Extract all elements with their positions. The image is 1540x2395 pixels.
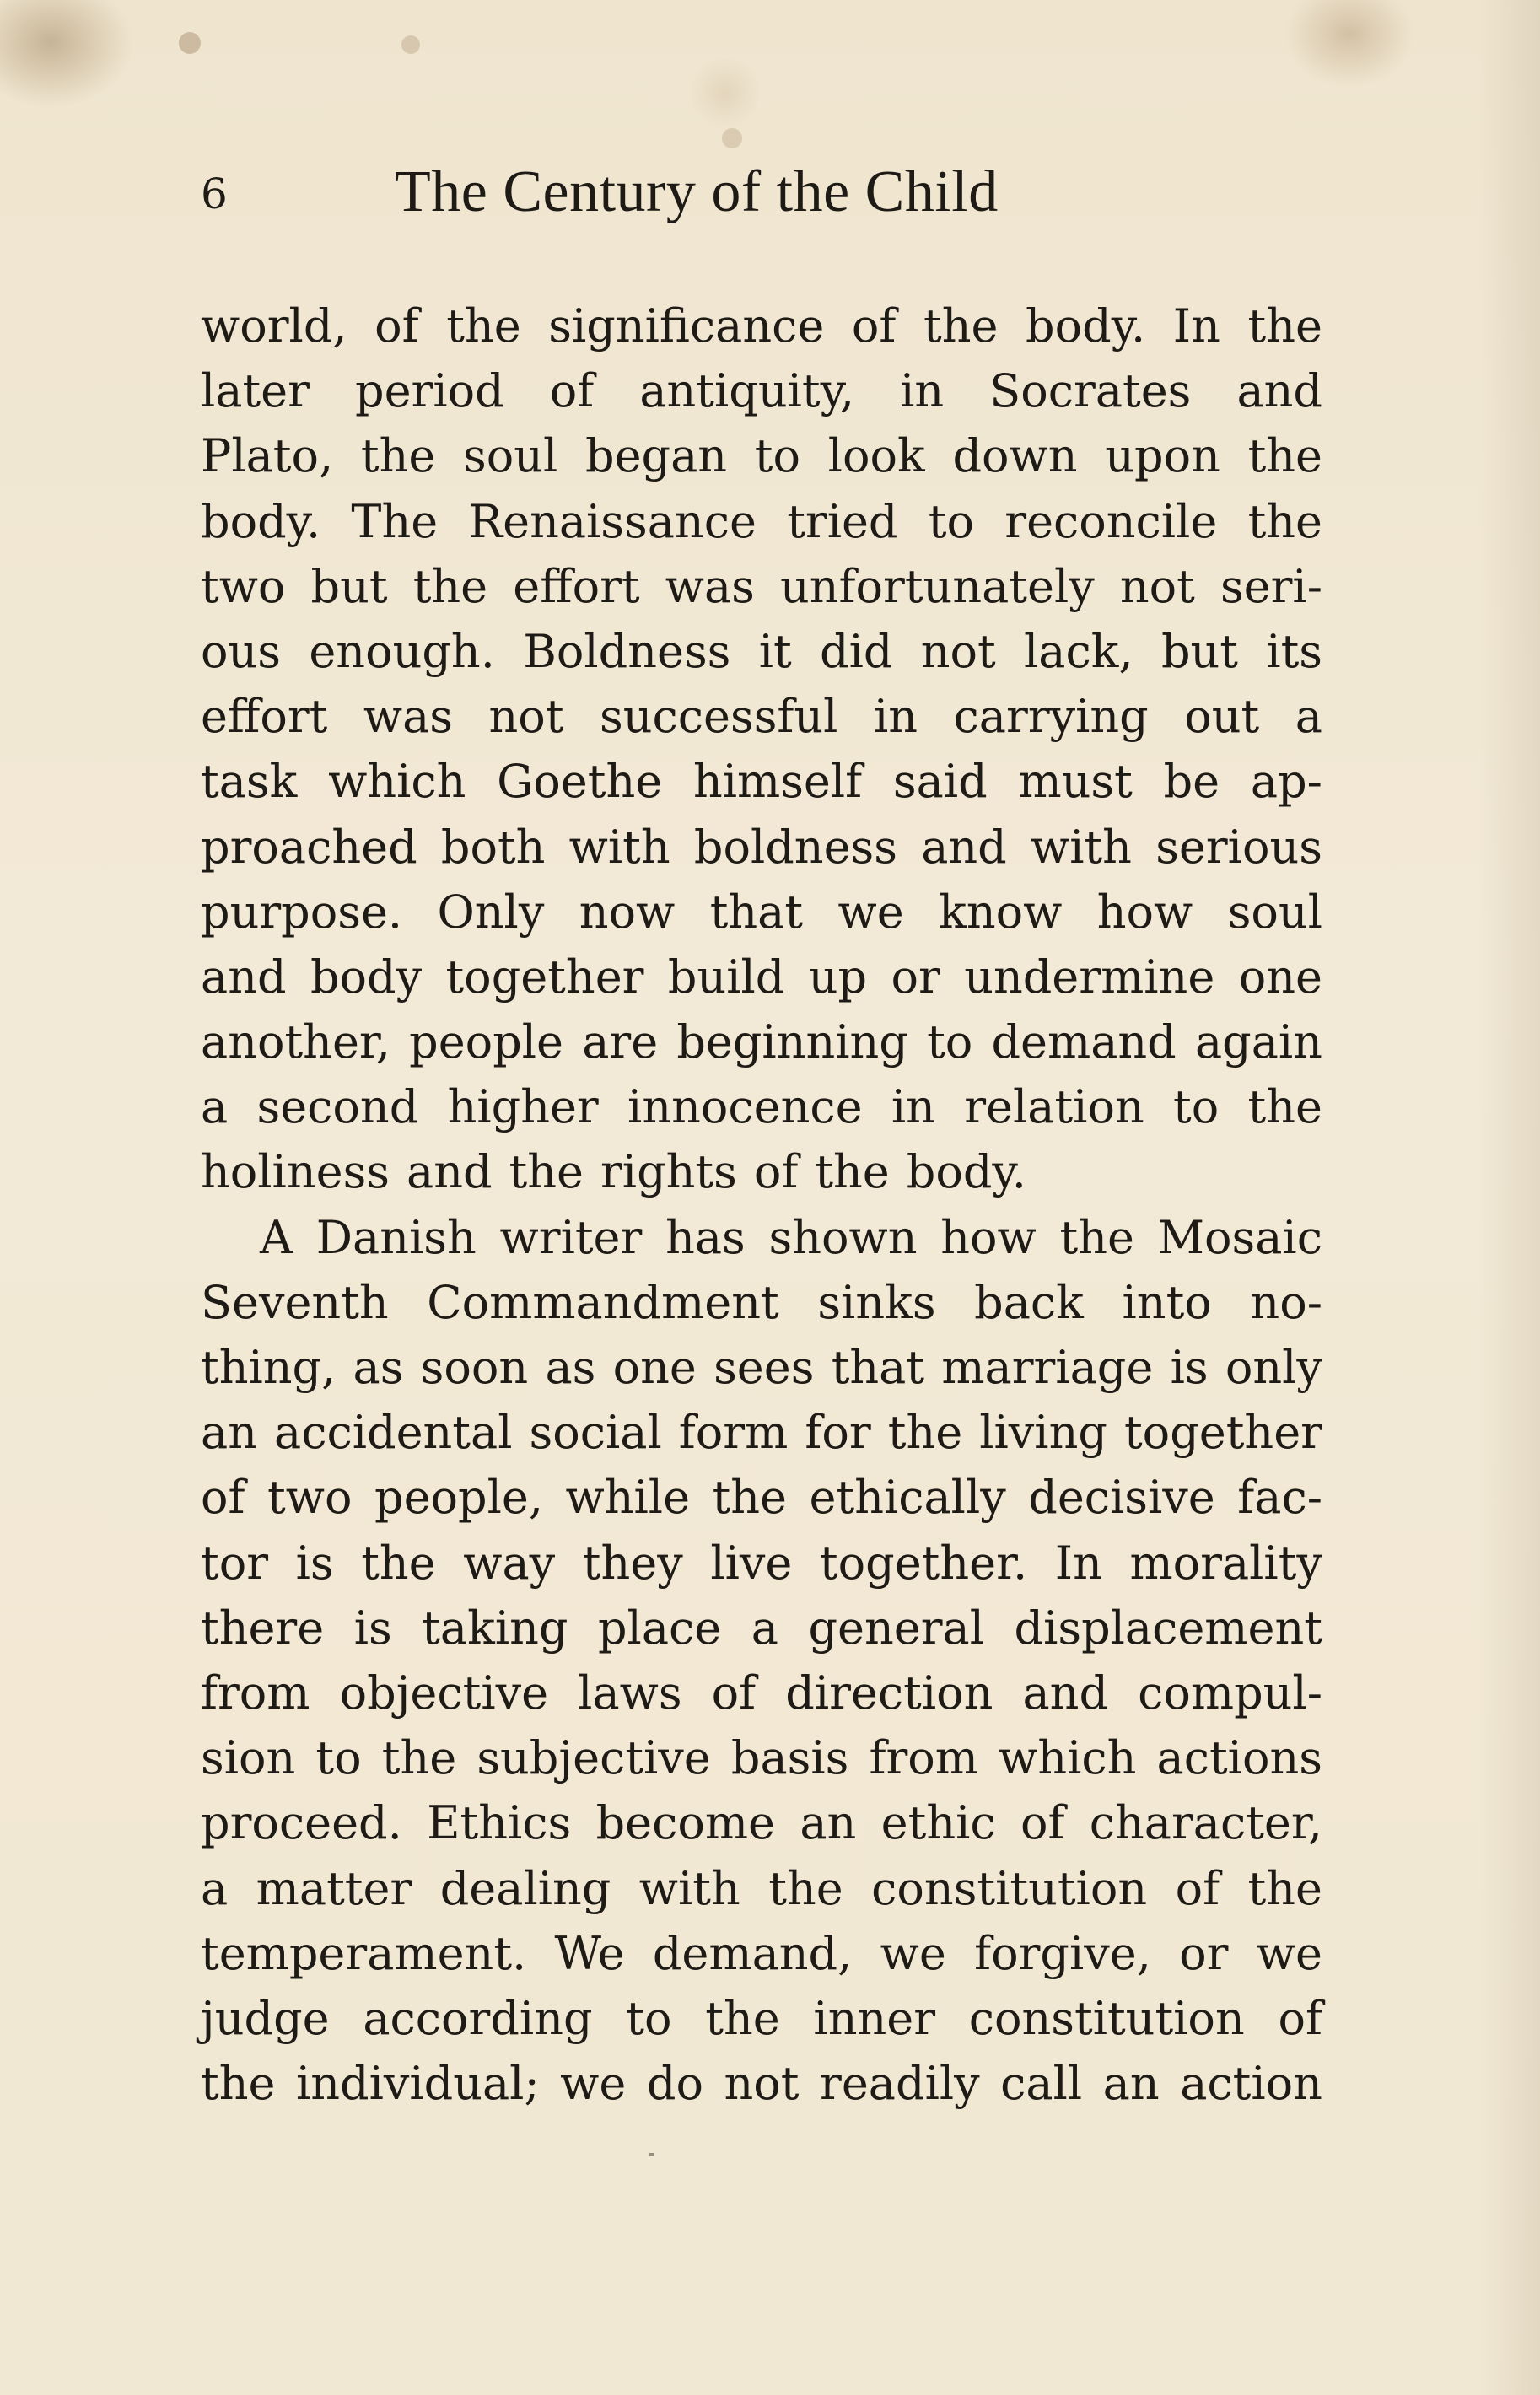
word: a <box>201 1861 229 1915</box>
paper-stain <box>722 128 742 148</box>
text-line <box>201 489 1322 554</box>
word: body. <box>201 494 321 548</box>
word: direction <box>785 1666 993 1720</box>
word: fac- <box>1237 1471 1322 1525</box>
word: The <box>351 494 439 548</box>
word: we <box>880 1926 946 1980</box>
word: together <box>445 950 644 1004</box>
word: undermine <box>964 950 1215 1004</box>
word: action <box>1180 2057 1322 2111</box>
word: now <box>579 885 676 939</box>
paper-stain <box>179 32 201 54</box>
word: together. <box>819 1536 1028 1590</box>
word: the <box>1247 1861 1322 1915</box>
word: purpose. <box>201 885 403 939</box>
text-line <box>201 1856 1322 1921</box>
word: as <box>545 1341 596 1394</box>
word: again <box>1194 1015 1322 1069</box>
word: back <box>974 1275 1084 1329</box>
word: judge <box>201 1991 330 2045</box>
word: the <box>887 1406 963 1460</box>
word: the <box>361 1536 436 1590</box>
word: not <box>724 2057 800 2111</box>
word: be <box>1163 755 1220 809</box>
word: with <box>1030 820 1132 874</box>
text-line <box>201 2051 1322 2116</box>
word: according <box>363 1991 593 2045</box>
paper-stain <box>401 35 420 54</box>
word: Ethics <box>427 1796 572 1850</box>
word: proached <box>201 820 417 874</box>
word: is <box>295 1536 334 1590</box>
word: while <box>565 1471 691 1525</box>
word: an <box>1102 2057 1160 2111</box>
word: Renaissance <box>468 494 757 548</box>
text-line <box>201 554 1322 619</box>
word: himself <box>692 755 863 809</box>
word: sees <box>713 1341 815 1394</box>
word: and <box>921 820 1007 874</box>
word: how <box>1096 885 1193 939</box>
word: call <box>1000 2057 1083 2111</box>
word: relation <box>964 1080 1144 1134</box>
text-line <box>201 1074 1322 1139</box>
word: as <box>353 1341 404 1394</box>
word: seri- <box>1220 559 1322 613</box>
word: become <box>595 1796 776 1850</box>
word: objective <box>339 1666 549 1720</box>
word: its <box>1266 624 1322 678</box>
text-line <box>201 815 1322 880</box>
word: rights <box>600 1145 737 1199</box>
word: effort <box>513 559 640 613</box>
word: of <box>851 299 897 353</box>
word: lack, <box>1024 624 1133 678</box>
word: holiness <box>201 1145 390 1199</box>
word: a <box>1295 690 1322 744</box>
word: we <box>837 885 904 939</box>
word: which <box>999 1731 1137 1785</box>
paragraph-start-line <box>201 1205 1322 1270</box>
word: general <box>808 1601 984 1655</box>
word: people <box>409 1015 563 1069</box>
word: unfortunately <box>779 559 1095 613</box>
word: beginning <box>676 1015 908 1069</box>
word: one <box>1238 950 1322 1004</box>
word: boldness <box>693 820 897 874</box>
word: people, <box>374 1471 543 1525</box>
word: a <box>201 1080 229 1134</box>
word: sinks <box>817 1275 936 1329</box>
word: of <box>753 1145 799 1199</box>
word: to <box>754 429 801 483</box>
word: but <box>310 559 388 613</box>
word: for <box>805 1406 871 1460</box>
word: not <box>1119 559 1195 613</box>
word: ous <box>201 624 282 678</box>
word: another, <box>201 1015 390 1069</box>
word: taking <box>422 1601 568 1655</box>
word: to <box>928 494 974 548</box>
word: the <box>360 429 436 483</box>
word: the <box>509 1145 584 1199</box>
word: social <box>529 1406 662 1460</box>
word: shown <box>768 1210 918 1264</box>
running-title: The Century of the Child <box>395 159 999 224</box>
word: significance <box>548 299 825 353</box>
word: decisive <box>1028 1471 1215 1525</box>
text-line <box>201 358 1322 423</box>
word: do <box>646 2057 703 2111</box>
word: Only <box>437 885 545 939</box>
word: the <box>201 2057 276 2111</box>
word: morality <box>1129 1536 1322 1590</box>
word: the <box>1247 299 1322 353</box>
word: successful <box>600 690 838 744</box>
word: that <box>709 885 804 939</box>
word: writer <box>499 1210 643 1264</box>
text-line <box>201 1986 1322 2051</box>
word: was <box>363 690 454 744</box>
word: marriage <box>941 1341 1154 1394</box>
word: together <box>1123 1406 1322 1460</box>
word: ethic <box>880 1796 996 1850</box>
word: or <box>1179 1926 1229 1980</box>
text-line <box>201 619 1322 684</box>
word: In <box>1054 1536 1102 1590</box>
word: the <box>923 299 999 353</box>
word: Mosaic <box>1157 1210 1322 1264</box>
word: they <box>582 1536 683 1590</box>
word: the <box>1247 429 1322 483</box>
word: not <box>920 624 996 678</box>
text-line <box>201 1921 1322 1986</box>
word: not <box>488 690 564 744</box>
word: higher <box>447 1080 599 1134</box>
word: laws <box>578 1666 682 1720</box>
page-number: 6 <box>201 170 228 218</box>
word: A <box>260 1210 293 1264</box>
word: the <box>815 1145 890 1199</box>
word: of <box>1020 1796 1065 1850</box>
word: was <box>665 559 755 613</box>
body-text <box>201 293 1322 2116</box>
text-line <box>201 1531 1322 1596</box>
word: from <box>869 1731 978 1785</box>
word: ethically <box>809 1471 1006 1525</box>
word: living <box>979 1406 1107 1460</box>
word: and <box>1236 364 1322 418</box>
word: Boldness <box>523 624 731 678</box>
word: period <box>355 364 504 418</box>
word: that <box>831 1341 925 1394</box>
word: serious <box>1155 820 1322 874</box>
word: Goethe <box>497 755 663 809</box>
word: know <box>939 885 1063 939</box>
word: tried <box>787 494 898 548</box>
word: compul- <box>1138 1666 1322 1720</box>
word: task <box>201 755 298 809</box>
word: displacement <box>1014 1601 1322 1655</box>
word: of <box>1175 1861 1220 1915</box>
word: matter <box>256 1861 412 1915</box>
word: the <box>1247 1080 1322 1134</box>
text-line <box>201 1790 1322 1855</box>
word: of <box>1278 1991 1322 2045</box>
word: the <box>446 299 521 353</box>
word: Danish <box>315 1210 477 1264</box>
word: is <box>353 1601 392 1655</box>
word: demand <box>991 1015 1177 1069</box>
word: soon <box>420 1341 529 1394</box>
text-line <box>201 749 1322 814</box>
text-line <box>201 1009 1322 1074</box>
word: We <box>554 1926 625 1980</box>
text-line <box>201 684 1322 749</box>
word: reconcile <box>1004 494 1218 548</box>
print-speck <box>649 2153 654 2156</box>
word: world, <box>201 299 347 353</box>
word: and <box>1022 1666 1109 1720</box>
word: of <box>711 1666 757 1720</box>
word: carrying <box>953 690 1149 744</box>
word: the <box>768 1861 843 1915</box>
word: from <box>201 1666 310 1720</box>
word: proceed. <box>201 1796 402 1850</box>
word: tor <box>201 1536 269 1590</box>
word: only <box>1225 1341 1322 1394</box>
word: how <box>940 1210 1037 1264</box>
word: Commandment <box>427 1275 779 1329</box>
word: In <box>1172 299 1220 353</box>
page-header <box>201 159 1322 234</box>
text-line <box>201 1596 1322 1660</box>
word: ap- <box>1250 755 1322 809</box>
word: in <box>900 364 945 418</box>
text-line <box>201 1465 1322 1530</box>
word: to <box>1173 1080 1220 1134</box>
text-line <box>201 1400 1322 1465</box>
word: individual; <box>295 2057 540 2111</box>
word: second <box>256 1080 419 1134</box>
word: of <box>201 1471 245 1525</box>
word: must <box>1018 755 1133 809</box>
word: two <box>201 559 286 613</box>
word: we <box>1256 1926 1322 1980</box>
word: live <box>710 1536 793 1590</box>
word: build <box>667 950 785 1004</box>
word: one <box>612 1341 697 1394</box>
word: but <box>1160 624 1238 678</box>
text-line <box>201 880 1322 945</box>
word: the <box>712 1471 787 1525</box>
word: out <box>1184 690 1260 744</box>
word: body. <box>1026 299 1146 353</box>
word: demand, <box>652 1926 853 1980</box>
word: inner <box>813 1991 936 2045</box>
text-line <box>201 1660 1322 1725</box>
word: are <box>582 1015 659 1069</box>
word: with <box>638 1861 740 1915</box>
word: soul <box>463 429 558 483</box>
word: no- <box>1250 1275 1322 1329</box>
word: or <box>891 950 940 1004</box>
word: of <box>549 364 595 418</box>
word: form <box>678 1406 789 1460</box>
word: the <box>381 1731 457 1785</box>
word: there <box>201 1601 325 1655</box>
word: effort <box>201 690 328 744</box>
word: the <box>1059 1210 1134 1264</box>
word: innocence <box>627 1080 863 1134</box>
word: constitution <box>968 1991 1245 2045</box>
word: soul <box>1227 885 1322 939</box>
word: forgive, <box>974 1926 1151 1980</box>
word: antiquity, <box>639 364 855 418</box>
word: character, <box>1089 1796 1322 1850</box>
text-line <box>201 1335 1322 1400</box>
word: to <box>315 1731 362 1785</box>
word: Socrates <box>989 364 1192 418</box>
word: way <box>463 1536 556 1590</box>
word: did <box>820 624 893 678</box>
word: constitution <box>871 1861 1148 1915</box>
word: up <box>808 950 868 1004</box>
word: the <box>705 1991 780 2045</box>
word: two <box>267 1471 353 1525</box>
word: thing, <box>201 1341 337 1394</box>
word: accidental <box>274 1406 513 1460</box>
text-line <box>201 423 1322 488</box>
word: it <box>758 624 792 678</box>
word: look <box>827 429 925 483</box>
text-line <box>201 1725 1322 1790</box>
word: is <box>1170 1341 1209 1394</box>
text-line <box>201 945 1322 1009</box>
word: and <box>407 1145 493 1199</box>
word: and <box>201 950 287 1004</box>
word: a <box>751 1601 778 1655</box>
word: of <box>374 299 419 353</box>
word: the <box>412 559 488 613</box>
text-line <box>201 1270 1322 1335</box>
word: body. <box>906 1145 1026 1199</box>
word: place <box>597 1601 722 1655</box>
word: dealing <box>439 1861 611 1915</box>
word: Plato, <box>201 429 334 483</box>
word: the <box>1247 494 1322 548</box>
word: has <box>665 1210 746 1264</box>
word: actions <box>1156 1731 1322 1785</box>
word: both <box>440 820 546 874</box>
word: down <box>952 429 1078 483</box>
text-line <box>201 293 1322 358</box>
word: to <box>626 1991 672 2045</box>
word: upon <box>1105 429 1220 483</box>
word: body <box>310 950 423 1004</box>
word: into <box>1122 1275 1212 1329</box>
word: enough. <box>309 624 495 678</box>
word: Seventh <box>201 1275 389 1329</box>
word: we <box>560 2057 627 2111</box>
word: subjective <box>477 1731 711 1785</box>
word: which <box>328 755 466 809</box>
word: began <box>585 429 728 483</box>
word: said <box>892 755 988 809</box>
paragraph-end-line <box>201 1139 1322 1204</box>
word: readily <box>820 2057 980 2111</box>
word: an <box>201 1406 257 1460</box>
word: in <box>891 1080 935 1134</box>
word: to <box>927 1015 973 1069</box>
word: sion <box>201 1731 296 1785</box>
word: temperament. <box>201 1926 527 1980</box>
word: later <box>201 364 310 418</box>
word: an <box>800 1796 857 1850</box>
word: basis <box>730 1731 849 1785</box>
word: in <box>873 690 918 744</box>
word: with <box>568 820 670 874</box>
